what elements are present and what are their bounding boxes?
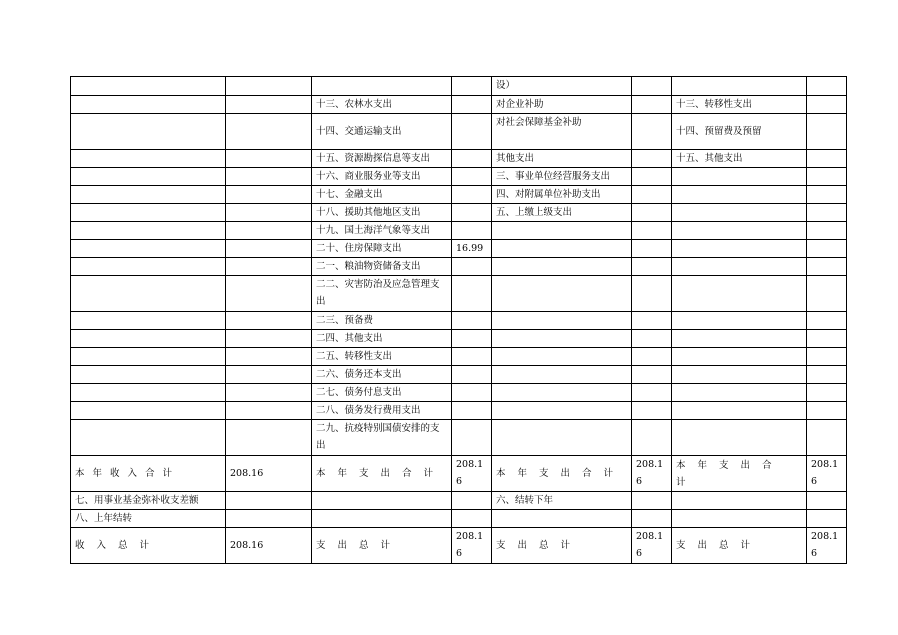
expense-econ-amount-cell [632, 384, 672, 402]
expense-gov-amount-cell [807, 312, 847, 330]
expense-econ-amount-cell [632, 204, 672, 222]
expense-econ-amount-cell [632, 492, 672, 510]
income-item-cell: 七、用事业基金弥补收支差额 [71, 492, 226, 510]
income-grand-total-amount: 208.16 [226, 528, 312, 564]
expense-econ-item-cell: 对社会保障基金补助 [492, 114, 632, 150]
expense-econ-amount-cell [632, 168, 672, 186]
expense-gov-amount-cell [807, 402, 847, 420]
expense-econ-amount-cell [632, 240, 672, 258]
expense-econ-grand-total-amount: 208.16 [632, 528, 672, 564]
income-item-cell [71, 240, 226, 258]
table-row [71, 402, 847, 420]
income-grand-total-label: 收入总计 [71, 528, 226, 564]
table-row [71, 150, 847, 168]
table-row [71, 510, 847, 528]
expense-gov-item-cell [672, 348, 807, 366]
income-item-cell [71, 420, 226, 456]
expense-econ-item-cell: 三、事业单位经营服务支出 [492, 168, 632, 186]
table-row [71, 258, 847, 276]
expense-econ-item-cell [492, 330, 632, 348]
expense-func-amount-cell [452, 150, 492, 168]
expense-gov-amount-cell [807, 330, 847, 348]
expense-func-amount-cell [452, 276, 492, 312]
income-amount-cell [226, 240, 312, 258]
expense-econ-item-cell [492, 510, 632, 528]
expense-func-item-cell [312, 510, 452, 528]
expense-gov-item-cell: 十三、转移性支出 [672, 96, 807, 114]
expense-func-amount-cell [452, 420, 492, 456]
income-item-cell [71, 258, 226, 276]
income-total-amount: 208.16 [226, 456, 312, 492]
expense-econ-amount-cell [632, 420, 672, 456]
expense-econ-amount-cell [632, 258, 672, 276]
expense-func-amount-cell [452, 77, 492, 96]
expense-func-item-cell: 二七、债务付息支出 [312, 384, 452, 402]
expense-func-item-cell: 二十、住房保障支出 [312, 240, 452, 258]
expense-gov-grand-total-label: 支出总计 [672, 528, 807, 564]
income-item-cell [71, 96, 226, 114]
income-amount-cell [226, 384, 312, 402]
expense-gov-item-cell [672, 258, 807, 276]
income-item-cell [71, 402, 226, 420]
expense-gov-amount-cell [807, 204, 847, 222]
expense-econ-item-cell: 六、结转下年 [492, 492, 632, 510]
expense-gov-amount-cell [807, 186, 847, 204]
expense-econ-amount-cell [632, 77, 672, 96]
expense-func-item-cell: 二四、其他支出 [312, 330, 452, 348]
expense-econ-grand-total-label: 支出总计 [492, 528, 632, 564]
expense-func-amount-cell: 16.99 [452, 240, 492, 258]
expense-func-item-cell: 十七、金融支出 [312, 186, 452, 204]
expense-gov-item-cell [672, 330, 807, 348]
expense-func-amount-cell [452, 384, 492, 402]
expense-gov-total-amount: 208.16 [807, 456, 847, 492]
expense-econ-amount-cell [632, 510, 672, 528]
expense-gov-item-cell [672, 204, 807, 222]
income-amount-cell [226, 330, 312, 348]
expense-gov-amount-cell [807, 420, 847, 456]
income-item-cell [71, 384, 226, 402]
income-amount-cell [226, 276, 312, 312]
expense-econ-item-cell: 四、对附属单位补助支出 [492, 186, 632, 204]
expense-gov-amount-cell [807, 168, 847, 186]
table-row [71, 222, 847, 240]
expense-econ-amount-cell [632, 330, 672, 348]
expense-econ-amount-cell [632, 366, 672, 384]
table-row [71, 186, 847, 204]
income-amount-cell [226, 204, 312, 222]
expense-gov-item-cell: 十五、其他支出 [672, 150, 807, 168]
income-item-cell [71, 366, 226, 384]
expense-func-amount-cell [452, 96, 492, 114]
expense-econ-item-cell [492, 402, 632, 420]
table-row [71, 276, 847, 312]
expense-gov-amount-cell [807, 510, 847, 528]
expense-gov-amount-cell [807, 150, 847, 168]
income-amount-cell [226, 402, 312, 420]
table-row [71, 528, 847, 564]
expense-func-item-cell [312, 492, 452, 510]
expense-gov-item-cell [672, 366, 807, 384]
expense-econ-amount-cell [632, 402, 672, 420]
expense-econ-item-cell [492, 222, 632, 240]
expense-func-item-cell: 十四、交通运输支出 [312, 114, 452, 150]
expense-gov-item-cell [672, 402, 807, 420]
expense-gov-grand-total-amount: 208.16 [807, 528, 847, 564]
income-amount-cell [226, 168, 312, 186]
income-item-cell [71, 150, 226, 168]
expense-gov-item-cell: 十四、预留费及预留 [672, 114, 807, 150]
expense-func-amount-cell [452, 402, 492, 420]
expense-func-amount-cell [452, 348, 492, 366]
expense-gov-amount-cell [807, 77, 847, 96]
expense-gov-item-cell [672, 240, 807, 258]
expense-gov-item-cell [672, 168, 807, 186]
expense-econ-item-cell: 五、上缴上级支出 [492, 204, 632, 222]
expense-func-item-cell: 二八、债务发行费用支出 [312, 402, 452, 420]
income-amount-cell [226, 366, 312, 384]
expense-func-amount-cell [452, 258, 492, 276]
income-item-cell [71, 348, 226, 366]
expense-func-amount-cell [452, 204, 492, 222]
income-item-cell [71, 222, 226, 240]
table-row [71, 384, 847, 402]
expense-gov-amount-cell [807, 258, 847, 276]
expense-econ-item-cell [492, 366, 632, 384]
expense-func-total-amount: 208.16 [452, 456, 492, 492]
expense-gov-item-cell [672, 384, 807, 402]
budget-table [70, 76, 847, 564]
expense-func-amount-cell [452, 186, 492, 204]
income-amount-cell [226, 510, 312, 528]
income-item-cell [71, 330, 226, 348]
table-row [71, 330, 847, 348]
expense-func-item-cell: 十五、资源勘探信息等支出 [312, 150, 452, 168]
expense-econ-amount-cell [632, 186, 672, 204]
expense-func-amount-cell [452, 222, 492, 240]
expense-gov-item-cell [672, 77, 807, 96]
expense-gov-amount-cell [807, 240, 847, 258]
expense-econ-amount-cell [632, 114, 672, 150]
expense-econ-amount-cell [632, 348, 672, 366]
income-amount-cell [226, 312, 312, 330]
income-amount-cell [226, 150, 312, 168]
expense-econ-item-cell [492, 276, 632, 312]
expense-gov-item-cell [672, 492, 807, 510]
expense-gov-item-cell [672, 312, 807, 330]
expense-econ-item-cell: 对企业补助 [492, 96, 632, 114]
income-amount-cell [226, 492, 312, 510]
expense-gov-item-cell [672, 420, 807, 456]
income-amount-cell [226, 114, 312, 150]
expense-func-amount-cell [452, 114, 492, 150]
expense-gov-amount-cell [807, 114, 847, 150]
expense-func-item-cell: 二五、转移性支出 [312, 348, 452, 366]
expense-func-grand-total-label: 支出总计 [312, 528, 452, 564]
income-item-cell [71, 204, 226, 222]
expense-gov-amount-cell [807, 96, 847, 114]
expense-func-item-cell: 二六、债务还本支出 [312, 366, 452, 384]
expense-gov-amount-cell [807, 348, 847, 366]
expense-func-item-cell: 十三、农林水支出 [312, 96, 452, 114]
expense-econ-item-cell [492, 240, 632, 258]
income-item-cell: 八、上年结转 [71, 510, 226, 528]
expense-gov-amount-cell [807, 366, 847, 384]
expense-func-item-cell: 十八、援助其他地区支出 [312, 204, 452, 222]
table-row [71, 366, 847, 384]
expense-func-item-cell: 二九、抗疫特别国债安排的支出 [312, 420, 452, 456]
expense-econ-amount-cell [632, 276, 672, 312]
expense-gov-item-cell [672, 222, 807, 240]
income-item-cell [71, 276, 226, 312]
table-row [71, 420, 847, 456]
income-item-cell [71, 77, 226, 96]
expense-gov-item-cell [672, 186, 807, 204]
expense-econ-amount-cell [632, 312, 672, 330]
table-row [71, 348, 847, 366]
expense-econ-amount-cell [632, 150, 672, 168]
table-row [71, 456, 847, 492]
expense-econ-item-cell [492, 348, 632, 366]
table-row [71, 77, 847, 96]
expense-econ-item-cell [492, 384, 632, 402]
expense-func-amount-cell [452, 168, 492, 186]
income-amount-cell [226, 77, 312, 96]
expense-econ-item-cell [492, 258, 632, 276]
expense-gov-total-label: 本年支出合计 [672, 456, 807, 492]
expense-econ-amount-cell [632, 96, 672, 114]
table-row [71, 240, 847, 258]
income-item-cell [71, 168, 226, 186]
expense-gov-item-cell [672, 276, 807, 312]
expense-func-item-cell: 十九、国土海洋气象等支出 [312, 222, 452, 240]
expense-func-amount-cell [452, 510, 492, 528]
expense-func-item-cell: 二三、预备费 [312, 312, 452, 330]
income-amount-cell [226, 222, 312, 240]
table-row [71, 96, 847, 114]
expense-func-total-label: 本年支出合计 [312, 456, 452, 492]
income-item-cell [71, 114, 226, 150]
expense-econ-item-cell [492, 420, 632, 456]
expense-func-amount-cell [452, 492, 492, 510]
expense-func-grand-total-amount: 208.16 [452, 528, 492, 564]
expense-gov-amount-cell [807, 222, 847, 240]
expense-econ-item-cell: 设） [492, 77, 632, 96]
expense-func-item-cell: 十六、商业服务业等支出 [312, 168, 452, 186]
expense-func-item-cell [312, 77, 452, 96]
income-amount-cell [226, 258, 312, 276]
expense-func-amount-cell [452, 312, 492, 330]
table-row [71, 312, 847, 330]
income-amount-cell [226, 420, 312, 456]
expense-func-item-cell: 二一、粮油物资储备支出 [312, 258, 452, 276]
expense-econ-amount-cell [632, 222, 672, 240]
table-row [71, 492, 847, 510]
income-amount-cell [226, 348, 312, 366]
income-amount-cell [226, 186, 312, 204]
table-row [71, 114, 847, 150]
expense-gov-amount-cell [807, 276, 847, 312]
income-item-cell [71, 186, 226, 204]
expense-func-amount-cell [452, 330, 492, 348]
expense-gov-amount-cell [807, 492, 847, 510]
expense-econ-item-cell [492, 312, 632, 330]
expense-econ-total-amount: 208.16 [632, 456, 672, 492]
expense-econ-total-label: 本年支出合计 [492, 456, 632, 492]
income-total-label: 本年收入合计 [71, 456, 226, 492]
expense-gov-item-cell [672, 510, 807, 528]
table-row [71, 168, 847, 186]
income-item-cell [71, 312, 226, 330]
expense-econ-item-cell: 其他支出 [492, 150, 632, 168]
expense-gov-amount-cell [807, 384, 847, 402]
expense-func-item-cell: 二二、灾害防治及应急管理支出 [312, 276, 452, 312]
income-amount-cell [226, 96, 312, 114]
table-row [71, 204, 847, 222]
expense-func-amount-cell [452, 366, 492, 384]
